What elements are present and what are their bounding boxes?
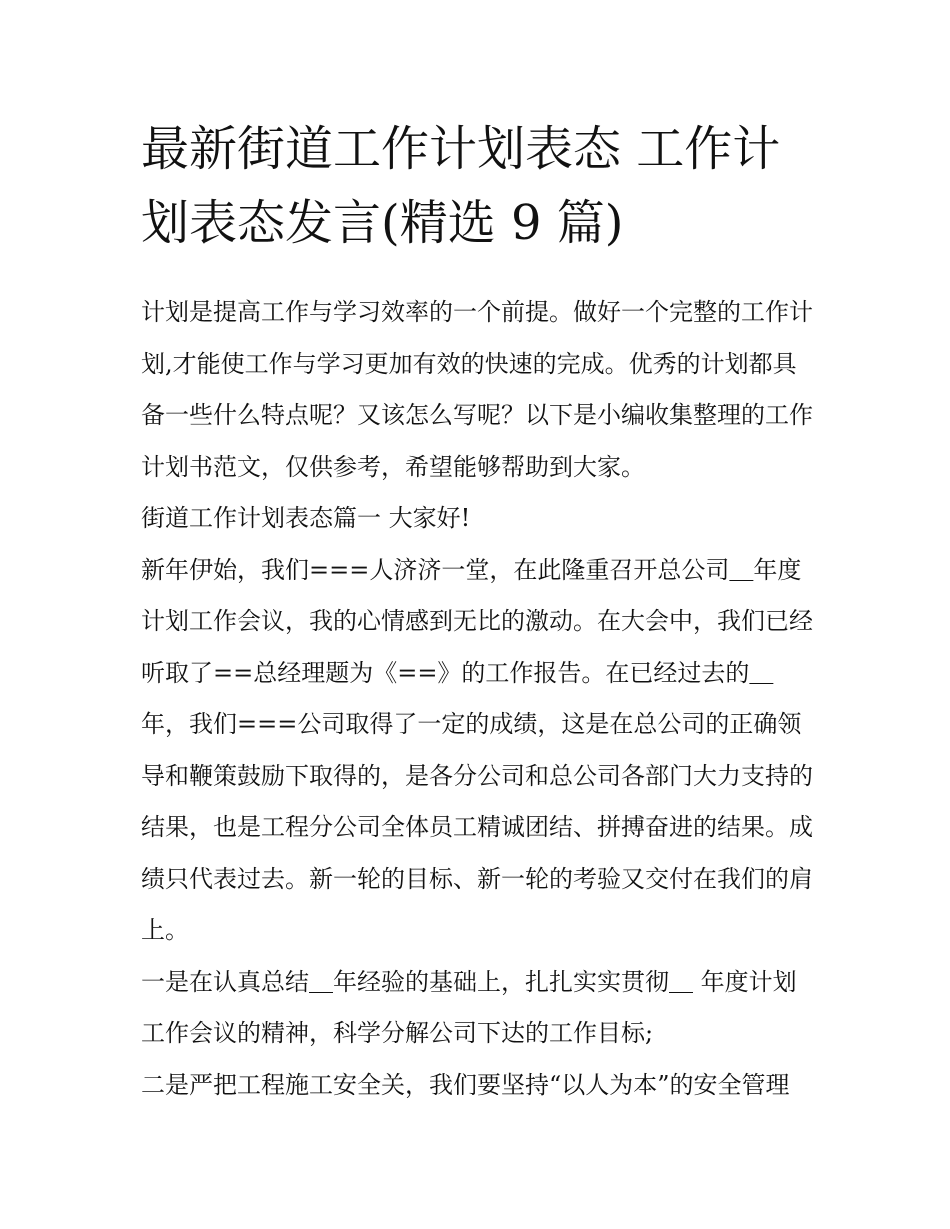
list-item-second: 二是严把工程施工安全关，我们要坚持“以人为本”的安全管理 [141,1070,790,1099]
document-title: 最新街道工作计划表态 工作计划表态发言(精选 9 篇) [141,121,781,251]
section-heading: 街道工作计划表态篇一 大家好! [141,504,471,532]
body-paragraph: 新年伊始，我们===人济济一堂，在此隆重召开总公司＿年度计划工作会议，我的心情感到无比的激动。在大会中，我们已经听取了==总经理题为《==》的工作报告。在已经过去的＿年，我们===公司取得了一定的成绩，这是在总公司的正确领导和鞭策鼓励下取得的，是各分公司和总公司各部门大力支持的结果，也是工程分公司全体员工精诚团结、拼搏奋进的结果。成绩只代表过去。新一轮的目标、新一轮的考验又交付在我们的肩上。 [141,555,813,944]
intro-paragraph: 计划是提高工作与学习效率的一个前提。做好一个完整的工作计划,才能使工作与学习更加有效的快速的完成。优秀的计划都具备一些什么特点呢？又该怎么写呢？以下是小编收集整理的工作计划书范文，仅供参考，希望能够帮助到大家。 [141,298,813,481]
document-body [141,112,813,1111]
list-item-first: 一是在认真总结＿年经验的基础上，扎扎实实贯彻＿ 年度计划工作会议的精神，科学分解公司下达的工作目标; [141,967,797,1047]
